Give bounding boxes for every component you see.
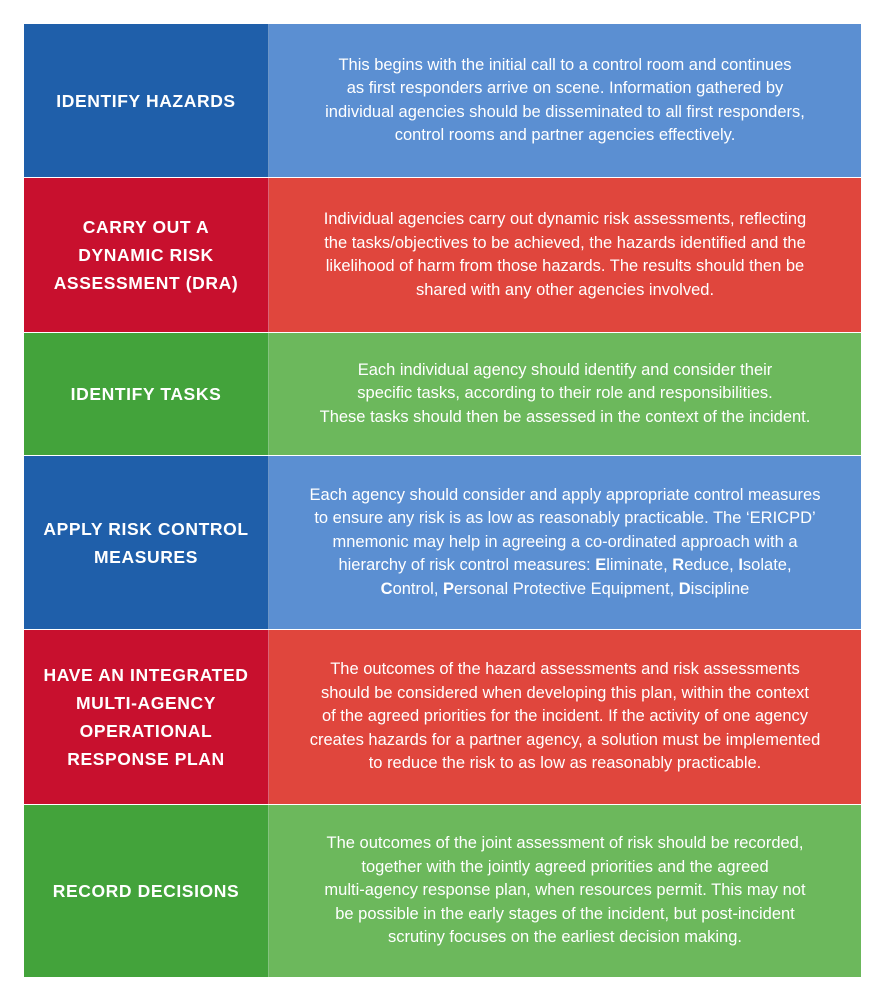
ericpd-rest: liminate [606, 556, 664, 575]
label-line: MEASURES [94, 546, 198, 567]
row-description [269, 178, 861, 332]
row-label [24, 178, 269, 332]
ericpd-rest: educe [684, 556, 730, 575]
table-row-dynamic-risk-assessment [24, 178, 861, 333]
row-label [24, 630, 269, 804]
description-text: hierarchy of risk control measures: [338, 556, 591, 575]
ericpd-item [381, 580, 434, 598]
ericpd-item [443, 580, 670, 598]
table-row-identify-hazards [24, 24, 861, 178]
description-line: creates hazards for a partner agency, a solution must be implemented [309, 730, 821, 749]
description-line: to ensure any risk is as low as reasonably practicable. The ‘ERICPD’ [314, 509, 816, 528]
description-line: hierarchy of risk control measures: Eliminate, Reduce, Isolate, [338, 556, 792, 575]
description-line: shared with any other agencies involved. [415, 280, 715, 299]
description-line: Individual agencies carry out dynamic risk assessments, reflecting [323, 210, 807, 228]
table-row-identify-tasks [24, 333, 861, 456]
ericpd-initial: R [672, 556, 685, 575]
label-line: HAVE AN INTEGRATED [43, 665, 249, 685]
description-line: specific tasks, according to their role and responsibilities. [357, 384, 773, 403]
description-line: individual agencies should be disseminated to all first responders, [325, 102, 805, 121]
jesip-joint-decision-table [24, 24, 861, 977]
description-line: of the agreed priorities for the incident. If the activity of one agency [321, 707, 809, 726]
row-description [269, 630, 861, 804]
ericpd-item [679, 580, 750, 598]
description-line: together with the jointly agreed priorities and the agreed [361, 857, 769, 876]
description-line: be possible in the early stages of the incident, but post-incident [335, 904, 795, 923]
ericpd-item [595, 556, 663, 574]
row-description [269, 24, 861, 177]
row-description [269, 333, 861, 455]
description-line: to reduce the risk to as low as reasonably practicable. [368, 754, 762, 773]
description-line: The outcomes of the hazard assessments and risk assessments [330, 660, 800, 679]
description-line: the tasks/objectives to be achieved, the hazards identified and the [324, 233, 806, 252]
description-line: Control, Personal Protective Equipment, Discipline [380, 579, 750, 598]
row-label [24, 805, 269, 977]
description-line: Each individual agency should identify and consider their [357, 360, 773, 379]
table-row-integrated-response-plan [24, 630, 861, 805]
label-line: IDENTIFY HAZARDS [56, 90, 236, 111]
ericpd-initial: C [380, 579, 393, 598]
label-line: CARRY OUT A [82, 217, 210, 237]
ericpd-rest: ontrol [392, 579, 434, 598]
ericpd-initial: E [595, 556, 607, 575]
ericpd-initial: P [443, 579, 455, 598]
label-line: MULTI-AGENCY [75, 693, 217, 713]
row-description [269, 805, 861, 977]
description-line: control rooms and partner agencies effectively. [394, 126, 736, 144]
ericpd-initial: D [678, 579, 691, 598]
description-line: as first responders arrive on scene. Information gathered by [346, 79, 784, 97]
ericpd-item [738, 556, 787, 574]
description-line: should be considered when developing this plan, within the context [321, 683, 809, 702]
ericpd-rest: ersonal Protective Equipment [454, 579, 670, 598]
row-label [24, 456, 269, 629]
label-line: IDENTIFY TASKS [70, 384, 222, 404]
description-line: Each agency should consider and apply appropriate control measures [309, 485, 821, 504]
description-line: multi-agency response plan, when resources permit. This may not [324, 881, 806, 900]
description-line: This begins with the initial call to a control room and continues [338, 55, 792, 74]
description-line: The outcomes of the joint assessment of risk should be recorded, [326, 834, 804, 853]
label-line: RECORD DECISIONS [52, 881, 240, 901]
label-line: ASSESSMENT (DRA) [53, 273, 239, 293]
row-label [24, 333, 269, 455]
label-line: DYNAMIC RISK [78, 245, 214, 265]
table-row-apply-risk-control [24, 456, 861, 630]
ericpd-item [672, 556, 729, 574]
label-line: RESPONSE PLAN [67, 749, 225, 769]
label-line: APPLY RISK CONTROL [43, 518, 249, 539]
description-line: mnemonic may help in agreeing a co-ordinated approach with a [332, 532, 798, 551]
table-row-record-decisions [24, 805, 861, 977]
row-label [24, 24, 269, 177]
ericpd-rest: iscipline [690, 579, 750, 598]
description-line: likelihood of harm from those hazards. The results should then be [325, 257, 805, 275]
row-description [269, 456, 861, 629]
ericpd-initial: I [738, 556, 743, 575]
description-line: scrutiny focuses on the earliest decision making. [387, 928, 742, 947]
label-line: OPERATIONAL [79, 721, 213, 741]
ericpd-rest: solate [742, 556, 787, 575]
description-line: These tasks should then be assessed in the context of the incident. [319, 407, 811, 426]
